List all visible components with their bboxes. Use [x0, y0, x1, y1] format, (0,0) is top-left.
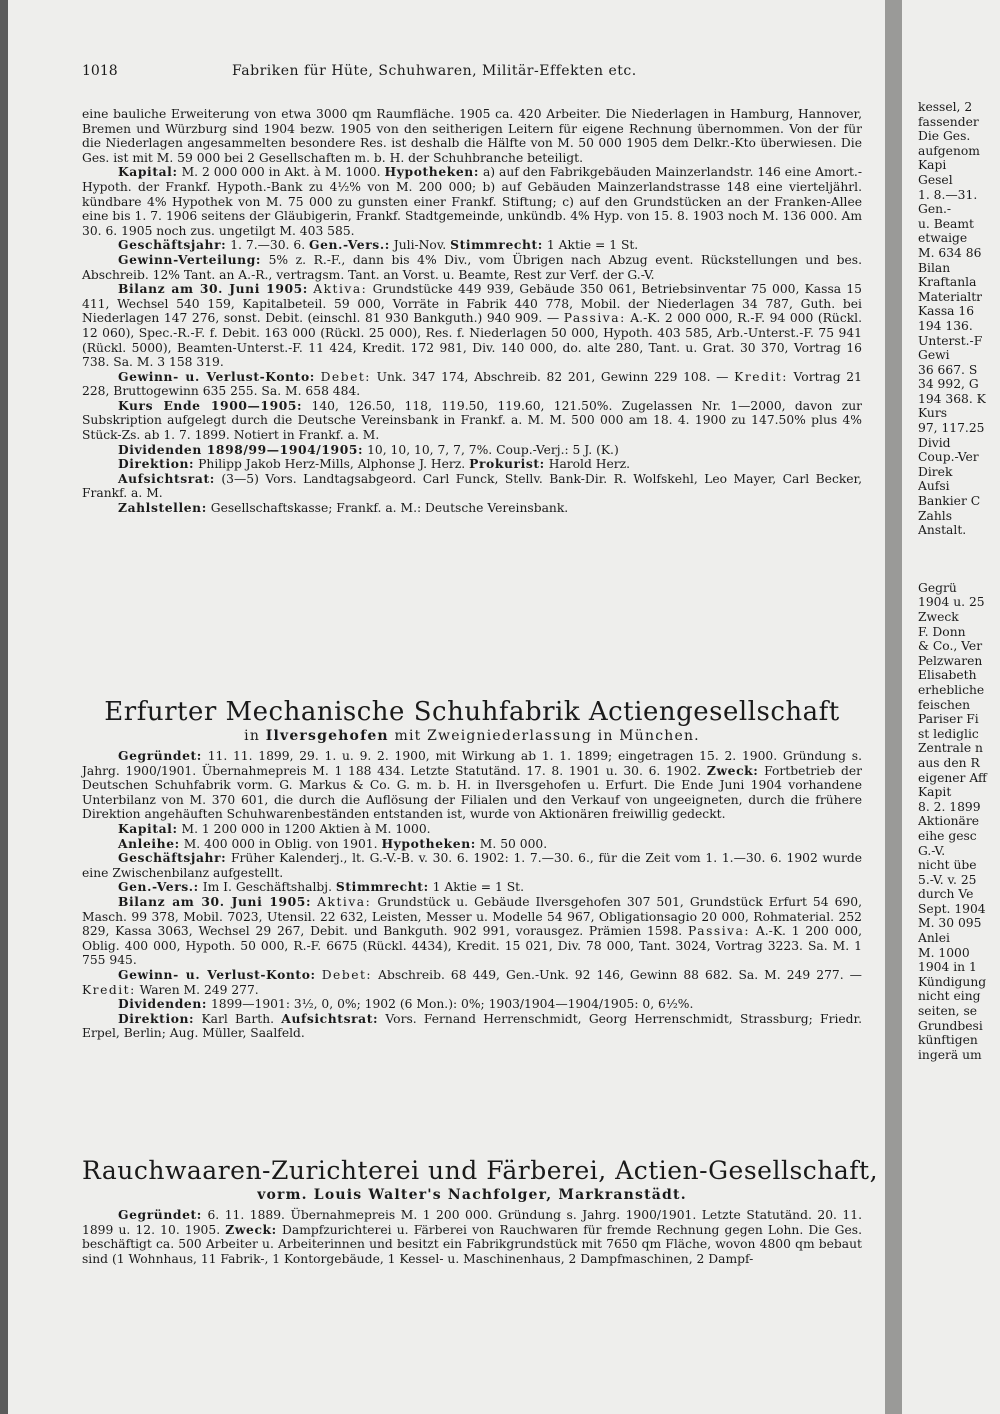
- dividenden-text: 10, 10, 10, 7, 7, 7%. Coup.-Verj.: 5 J. (K.): [367, 442, 619, 457]
- subtitle-suffix: mit Zweigniederlassung in München.: [394, 728, 700, 744]
- debet-text: Unk. 347 174, Abschreib. 82 201, Gewinn 229 108. —: [376, 369, 729, 384]
- prokurist-label: Prokurist:: [469, 456, 545, 472]
- aktiva-word: Aktiva:: [313, 282, 368, 297]
- adjacent-line: Gen.-: [918, 202, 952, 217]
- entry-continuation: [82, 107, 862, 516]
- adjacent-line: Coup.-Ver: [918, 450, 979, 465]
- adjacent-column-gap: [918, 538, 1000, 581]
- aufsichtsrat-label: Aufsichtsrat:: [281, 1010, 379, 1026]
- adjacent-line: Kapi: [918, 158, 947, 173]
- bilanz-paragraph: [82, 895, 862, 968]
- gegruendet-label: Gegründet:: [118, 748, 202, 763]
- anleihe-label: Anleihe:: [118, 835, 180, 851]
- adjacent-line: nicht eing: [918, 989, 981, 1004]
- adjacent-line: aus den R: [918, 755, 980, 770]
- aktiva-word: Aktiva:: [317, 894, 372, 909]
- gegruendet-paragraph: [82, 749, 862, 822]
- kapital-text: M. 1 200 000 in 1200 Aktien à M. 1000.: [181, 821, 431, 836]
- adjacent-line: F. Donn: [918, 624, 966, 639]
- gewv-text: 5% z. R.-F., dann bis 4% Div., vom Übrigen nach Abzug event. Rückstellungen und bes. Abschreib. 12% Tant. an A.-R., vertragsm. Tant. an Vorst. u. Beamte, Rest zur Verf. der G.-V.: [82, 252, 862, 282]
- kredit-word: Kredit:: [82, 982, 136, 997]
- hypotheken-text: a) auf den Fabrikgebäuden Mainzerlandstr. 146 eine Amort.-Hypoth. der Frankf. Hypoth.-Bank zu 4½% von M. 200 000; b) auf Gebäuden Mainzerlandstrasse 148 eine vierteljährl. kündbare 4% Hypothek von M. 75 000 zu gunsten einer Frankf. Stiftung; c) auf den Grundstücken an der Franken-Allee eine bis 1. 7. 1906 seitens der Gläubigerin, Frankf. Stadtgemeinde, unkündb. 4% Hyp. von 15. 8. 1903 noch M. 136 000. Am 30. 6. 1905 noch zus. ungetilgt M. 403 585.: [82, 165, 862, 238]
- direktion-label: Direktion:: [118, 1010, 195, 1026]
- running-head: Fabriken für Hüte, Schuhwaren, Militär-Effekten etc.: [232, 63, 637, 79]
- passiva-text: A.-K. 1 200 000, Oblig. 400 000, Hypoth. 50 000, R.-F. 6675 (Rückl. 4434), Kredit. 15 021, Div. 78 000, Tant. 3024, Vortrag 3223. Sa. M. 1 755 945.: [82, 924, 862, 968]
- gv-label: Gen.-Vers.:: [118, 879, 199, 895]
- zweck-text: Dampfzurichterei u. Färberei von Rauchwaren für fremde Rechnung gegen Lohn. Die Ges. beschäftigt ca. 500 Arbeiter u. Arbeiterinnen und besitzt ein Fabrikgrundstück mit 7650 qm Fläche, wovon 4800 qm bebaut sind (1 Wohnhaus, 11 Fabrik-, 1 Kontorgebäude, 1 Kessel- u. Maschinenhaus, 2 Dampfmaschinen, 2 Dampf-: [82, 1222, 862, 1266]
- adjacent-line: M. 30 095: [918, 916, 982, 931]
- direktion-paragraph: [82, 1012, 862, 1041]
- direktion-text: Karl Barth.: [201, 1011, 275, 1026]
- adjacent-line: 8. 2. 1899: [918, 799, 981, 814]
- adjacent-line: Sept. 1904: [918, 901, 986, 916]
- adjacent-line: 1904 u. 25: [918, 595, 985, 610]
- adjacent-line: Elisabeth: [918, 668, 977, 683]
- adjacent-line: Unterst.-F: [918, 333, 983, 348]
- adjacent-line: feischen: [918, 697, 971, 712]
- page-number: 1018: [82, 63, 118, 79]
- hypotheken-label: Hypotheken:: [384, 164, 479, 180]
- zahlstellen-paragraph: [82, 501, 862, 516]
- bilanz-paragraph: [82, 282, 862, 370]
- kapital-label: Kapital:: [118, 164, 178, 180]
- stimmrecht-label: Stimmrecht:: [450, 237, 543, 253]
- adjacent-line: Zahls: [918, 508, 953, 523]
- gegruendet-text: 11. 11. 1899, 29. 1. u. 9. 2. 1900, mit Wirkung ab 1. 1. 1899; eingetragen 15. 2. 1900. Gründung s. Jahrg. 1900/1901. Übernahmepreis M. 1 188 434. Letzte Statutänd. 17. 8. 1901 u. 30. 6. 1902.: [82, 749, 862, 778]
- adjacent-line: 36 667. S: [918, 362, 978, 377]
- adjacent-line: Kraftanla: [918, 275, 977, 290]
- kapital-text: M. 2 000 000 in Akt. à M. 1000.: [181, 165, 381, 180]
- zweck-label: Zweck:: [706, 762, 759, 778]
- adjacent-line: Bankier C: [918, 494, 981, 509]
- adjacent-line: Anstalt.: [918, 523, 967, 538]
- company-title: Erfurter Mechanische Schuhfabrik Actiengesellschaft: [104, 697, 840, 727]
- aufsichtsrat-text: Vors. Fernand Herrenschmidt, Georg Herrenschmidt, Strassburg; Friedr. Erpel, Berlin; Aug. Müller, Saalfeld.: [82, 1011, 862, 1041]
- anleihe-paragraph: [82, 837, 862, 852]
- debet-text: Abschreib. 68 449, Gen.-Unk. 92 146, Gewinn 88 682. Sa. M. 249 277. —: [378, 967, 862, 982]
- zweck-text: Fortbetrieb der Deutschen Schuhfabrik vorm. G. Markus & Co. G. m. b. H. in Ilversgehofen u. Erfurt. Die Ende Juni 1904 vorhandene Unterbilanz von M. 370 601, die durch die Auflösung der Filialen und den Verkauf von ungeeigneten, durch die frühere Direktion angehäuften Schuhwarenbeständen entstanden ist, wurde von Aktionären freiwillig gedeckt.: [82, 763, 862, 822]
- guv-label: Gewinn- u. Verlust-Konto:: [118, 368, 315, 384]
- adjacent-line: Anlei: [918, 931, 950, 946]
- dividenden-label: Dividenden:: [118, 996, 208, 1012]
- adjacent-column-top: [918, 100, 1000, 538]
- kurs-paragraph: [82, 399, 862, 443]
- adjacent-line: fassender: [918, 114, 979, 129]
- zweck-label: Zweck:: [225, 1221, 277, 1237]
- subtitle-prefix: in: [244, 728, 261, 744]
- gj-label: Geschäftsjahr:: [118, 850, 227, 866]
- aufsichtsrat-text: (3—5) Vors. Landtagsabgeord. Carl Funck, Stellv. Bank-Dir. R. Wolfskehl, Leo Mayer, Carl Becker, Frankf. a. M.: [82, 471, 862, 501]
- adjacent-line: Zweck: [918, 610, 959, 624]
- adjacent-line: Kapit: [918, 785, 952, 800]
- aktiva-text: Grundstücke 449 939, Gebäude 350 061, Betriebsinventar 75 000, Kassa 15 411, Wechsel 540 159, Kapitalbeteil. 59 000, Vorräte in Fabrik 440 778, Mobil. der Niederlagen 34 787, Guth. bei Niederlagen 147 276, sonst. Debit. (einschl. 81 930 Bankguth.) 940 909. —: [82, 282, 862, 326]
- adjacent-line: st lediglic: [918, 726, 979, 741]
- company-subtitle: vorm. Louis Walter's Nachfolger, Markranstädt.: [257, 1187, 687, 1203]
- gewinn-verteilung-paragraph: [82, 253, 862, 282]
- kurs-text: 140, 126.50, 118, 119.50, 119.60, 121.50%. Zugelassen Nr. 1—2000, davon zur Subskription aufgelegt durch die Deutsche Vereinsbank in Frankf. a. M. M. 500 000 am 18. 4. 1900 zu 147.50% plus 4% Stück-Zs. ab 1. 7. 1899. Notiert in Frankf. a. M.: [82, 398, 862, 443]
- adjacent-line: 34 992, G: [918, 377, 979, 392]
- adjacent-line: 194 136.: [918, 318, 973, 333]
- direktion-text: Philipp Jakob Herz-Mills, Alphonse J. Herz.: [198, 457, 466, 472]
- page-header: [82, 64, 862, 86]
- passiva-word: Passiva:: [688, 924, 751, 939]
- adjacent-line: Kassa 16: [918, 304, 975, 319]
- adjacent-line: seiten, se: [918, 1004, 978, 1019]
- hypotheken-text: M. 50 000.: [479, 836, 548, 851]
- direktion-label: Direktion:: [118, 456, 195, 472]
- debet-word: Debet:: [320, 369, 371, 384]
- gj-text: 1. 7.—30. 6.: [230, 238, 306, 253]
- adjacent-line: künftigen: [918, 1033, 978, 1048]
- bilanz-label: Bilanz am 30. Juni 1905:: [118, 281, 308, 297]
- gegruendet-label: Gegründet:: [118, 1207, 202, 1222]
- company-title: Rauchwaaren-Zurichterei und Färberei, Actien-Gesellschaft,: [82, 1156, 879, 1185]
- dividenden-text: 1899—1901: 3½, 0, 0%; 1902 (6 Mon.): 0%; 1903/1904—1904/1905: 0, 6½%.: [210, 997, 694, 1012]
- adjacent-line: Zentrale n: [918, 741, 983, 756]
- page-gutter: [885, 0, 902, 1414]
- adjacent-line: Gegrü: [918, 580, 957, 595]
- aktiva-text: Grundstück u. Gebäude Ilversgehofen 307 501, Grundstück Erfurt 54 690, Masch. 99 378, Mobil. 7023, Utensil. 22 632, Leisten, Messer u. Modelle 54 967, Obligationsagio 20 000, Rohmaterial. 252 829, Kassa 3063, Wechsel 29 267, Debit. und Bankguth. 902 991, vorausgez. Prämien 1598.: [82, 894, 862, 939]
- zahlstellen-label: Zahlstellen:: [118, 500, 207, 516]
- company-subtitle: [82, 727, 862, 745]
- kredit-text: Waren M. 249 277.: [139, 982, 259, 997]
- adjacent-page-column: [918, 100, 1000, 1414]
- gegruendet-paragraph: [82, 1208, 862, 1266]
- adjacent-column-bottom: [918, 581, 1000, 1063]
- dividenden-paragraph: [82, 997, 862, 1012]
- genvers-paragraph: [82, 880, 862, 895]
- adjacent-line: u. Beamt: [918, 216, 974, 231]
- company-entry-rauchwaaren: [82, 1156, 879, 1266]
- hypotheken-label: Hypotheken:: [381, 835, 476, 851]
- adjacent-line: Pelzwaren: [918, 653, 983, 668]
- adjacent-line: Kündigung: [918, 974, 987, 989]
- gewv-label: Gewinn-Verteilung:: [118, 251, 262, 267]
- guv-paragraph: [82, 968, 862, 997]
- adjacent-line: aufgenom: [918, 143, 980, 158]
- adjacent-line: 97, 117.25: [918, 421, 985, 436]
- adjacent-line: M. 634 86: [918, 245, 982, 260]
- subtitle-place: Ilversgehofen: [265, 728, 389, 744]
- kredit-text: Vortrag 21 228, Bruttogewinn 635 255. Sa. M. 658 484.: [82, 369, 862, 399]
- adjacent-line: Die Ges.: [918, 129, 971, 144]
- dividenden-label: Dividenden 1898/99—1904/1905:: [118, 441, 364, 457]
- adjacent-line: Materialtr: [918, 289, 983, 304]
- geschaeftsjahr-paragraph: [82, 851, 862, 880]
- main-column: [82, 0, 879, 1414]
- gegruendet-text: 6. 11. 1889. Übernahmepreis M. 1 200 000. Gründung s. Jahrg. 1900/1901. Letzte Statutänd. 20. 11. 1899 u. 12. 10. 1905.: [82, 1208, 862, 1237]
- gj-text: Früher Kalenderj., lt. G.-V.-B. v. 30. 6. 1902: 1. 7.—30. 6., für die Zeit vom 1. 1.—30. 6. 1902 wurde eine Zwischenbilanz aufgestellt.: [82, 851, 862, 880]
- bilanz-label: Bilanz am 30. Juni 1905:: [118, 893, 312, 909]
- gv-label: Gen.-Vers.:: [309, 237, 390, 253]
- passiva-text: A.-K. 2 000 000, R.-F. 94 000 (Rückl. 12 060), Spec.-R.-F. f. Debit. 163 000 (Rückl. 25 000), Res. f. Niederlagen 50 000, Hypoth. 403 585, Arb.-Unterst.-F. 75 941 (Rückl. 5000), Beamten-Unterst.-F. 11 424, Kredit. 172 981, Div. 140 000, do. alte 280, Tant. u. Grat. 30 370, Vortrag 16 738. Sa. M. 3 158 319.: [82, 311, 862, 370]
- aufsichtsrat-paragraph: [82, 472, 862, 501]
- direktion-paragraph: [82, 457, 862, 472]
- adjacent-line: 1. 8.—31.: [918, 187, 978, 202]
- adjacent-line: 194 368. K: [918, 391, 986, 406]
- adjacent-line: Aktionäre: [918, 814, 980, 829]
- guv-label: Gewinn- u. Verlust-Konto:: [118, 966, 316, 982]
- adjacent-line: 5.-V. v. 25: [918, 872, 977, 887]
- adjacent-line: M. 1000: [918, 945, 970, 960]
- kredit-word: Kredit:: [734, 369, 788, 384]
- intro-paragraph: eine bauliche Erweiterung von etwa 3000 qm Raumfläche. 1905 ca. 420 Arbeiter. Die Niederlagen in Hamburg, Hannover, Bremen und Würzburg sind 1904 bezw. 1905 von den seitherigen Leitern für eigene Rechnung übernommen. Von der für die Niederlagen angesammelten besondere Res. ist deshalb die Hälfte von M. 50 000 1905 dem Delkr.-Kto überwiesen. Die Ges. ist mit M. 59 000 bei 2 Gesellschaften m. b. H. der Schuhbranche beteiligt.: [82, 107, 862, 165]
- adjacent-line: & Co., Ver: [918, 639, 983, 654]
- company-entry-erfurter: [82, 697, 862, 1041]
- adjacent-line: Grundbesi: [918, 1018, 983, 1033]
- dividenden-paragraph: [82, 443, 862, 458]
- adjacent-line: G.-V.: [918, 843, 946, 858]
- adjacent-line: Kurs: [918, 406, 948, 421]
- geschaeftsjahr-paragraph: [82, 238, 862, 253]
- stimmrecht-text: 1 Aktie = 1 St.: [432, 880, 524, 895]
- kurs-label: Kurs Ende 1900—1905:: [118, 397, 303, 413]
- adjacent-line: Gewi: [918, 348, 950, 363]
- adjacent-line: Direk: [918, 464, 953, 479]
- adjacent-line: eigener Aff: [918, 770, 987, 785]
- guv-paragraph: [82, 370, 862, 399]
- adjacent-line: ingerä um: [918, 1047, 982, 1062]
- adjacent-line: eihe gesc: [918, 828, 977, 843]
- aufsichtsrat-label: Aufsichtsrat:: [118, 470, 215, 486]
- kapital-paragraph: [82, 822, 862, 837]
- kapital-paragraph: [82, 165, 862, 238]
- adjacent-line: erhebliche: [918, 682, 985, 697]
- adjacent-line: etwaige: [918, 231, 968, 246]
- gj-label: Geschäftsjahr:: [118, 237, 227, 253]
- gv-text: Im I. Geschäftshalbj.: [202, 880, 332, 895]
- adjacent-line: Pariser Fi: [918, 712, 979, 727]
- adjacent-line: Bilan: [918, 260, 951, 275]
- gv-text: Juli-Nov.: [393, 238, 447, 253]
- adjacent-line: durch Ve: [918, 887, 974, 902]
- stimmrecht-text: 1 Aktie = 1 St.: [546, 238, 639, 253]
- debet-word: Debet:: [321, 967, 373, 982]
- prokurist-text: Harold Herz.: [548, 457, 631, 472]
- adjacent-line: Aufsi: [918, 479, 950, 494]
- stimmrecht-label: Stimmrecht:: [335, 879, 429, 895]
- adjacent-line: Gesel: [918, 172, 953, 187]
- adjacent-line: kessel, 2: [918, 100, 973, 114]
- zahlstellen-text: Gesellschaftskasse; Frankf. a. M.: Deutsche Vereinsbank.: [210, 501, 569, 516]
- kapital-label: Kapital:: [118, 820, 178, 836]
- passiva-word: Passiva:: [563, 311, 626, 326]
- anleihe-text: M. 400 000 in Oblig. von 1901.: [183, 836, 378, 851]
- adjacent-line: nicht übe: [918, 858, 977, 873]
- adjacent-line: Divid: [918, 435, 951, 450]
- adjacent-line: 1904 in 1: [918, 960, 977, 975]
- scan-edge: [0, 0, 8, 1414]
